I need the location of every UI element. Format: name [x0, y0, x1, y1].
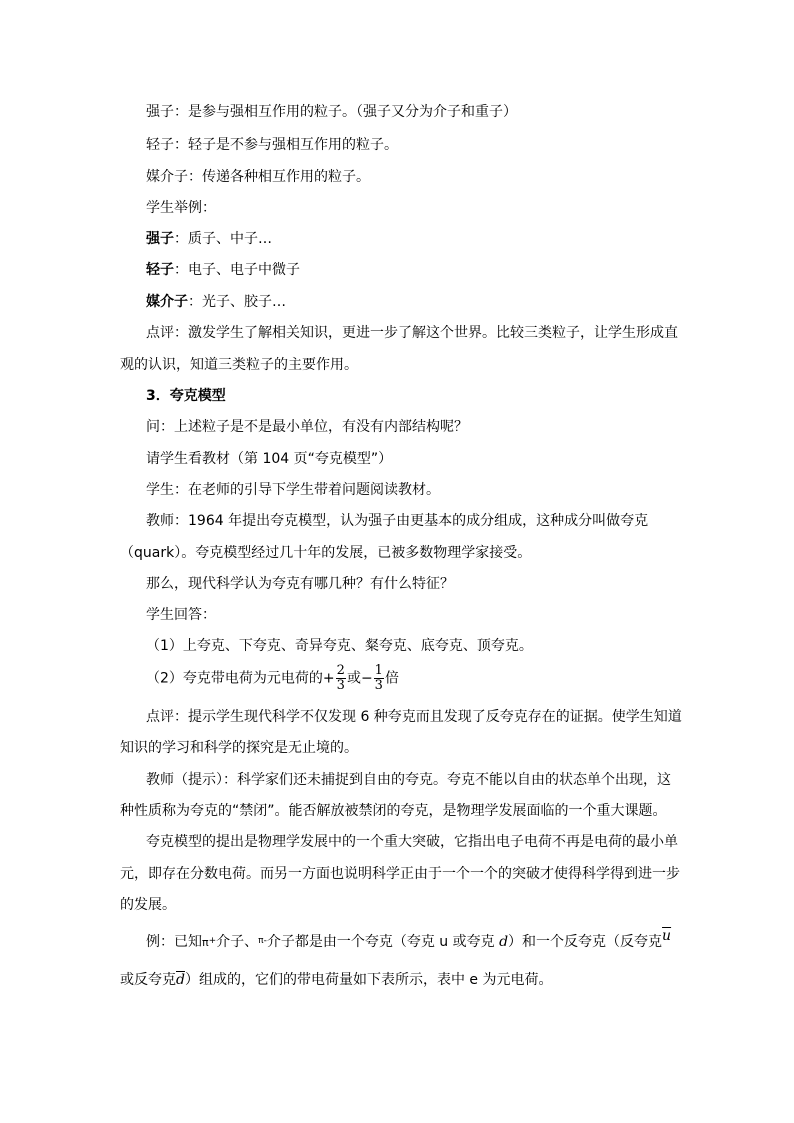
comment-2-line-2: 知识的学习和科学的探究是无止境的。 — [120, 740, 358, 756]
pi-plus-superscript: + — [208, 936, 217, 946]
question-line: 问：上述粒子是不是最小单位，有没有内部结构呢？ — [146, 419, 468, 435]
pi-minus-symbol: π — [258, 936, 264, 946]
fraction-denominator: 3 — [374, 678, 383, 693]
mediator-example — [146, 292, 286, 312]
hadron-definition: 强子：是参与强相互作用的粒子。（强子又分为介子和重子） — [146, 104, 517, 120]
comment-2-line-1: 点评：提示学生现代科学不仅发现 6 种夸克而且发现了反夸克存在的证据。使学生知道 — [146, 709, 682, 725]
comment-1-line-2: 观的认识，知道三类粒子的主要作用。 — [120, 357, 358, 373]
fraction-numerator: 1 — [374, 663, 383, 678]
lepton-example-text: ：电子、电子中微子 — [174, 262, 300, 278]
pi-minus-superscript: - — [263, 936, 267, 946]
example-line-1 — [146, 928, 672, 954]
fraction-numerator: 2 — [336, 663, 345, 678]
lepton-example — [146, 260, 300, 280]
question-quark-types: 那么，现代科学认为夸克有哪几种？有什么特征？ — [146, 576, 454, 592]
hadron-example-text: ：质子、中子… — [174, 231, 272, 247]
mediator-example-text: ：光子、胶子… — [188, 294, 286, 310]
minus-sign: − — [360, 670, 373, 687]
teacher-line-2: （quark）。夸克模型经过几十年的发展，已被多数物理学家接受。 — [120, 545, 532, 561]
times-text: 倍 — [384, 670, 399, 687]
or-text: 或 — [346, 670, 361, 687]
teacher-hint-line-2: 种性质称为夸克的“禁闭”。能否解放被禁闭的夸克，是物理学发展面临的一个重大课题。 — [120, 803, 667, 819]
example-antiquark-text: ）和一个反夸克（反夸克 — [508, 934, 663, 950]
plus-sign: + — [322, 670, 335, 687]
textbook-instruction: 请学生看教材（第 104 页“夸克模型”） — [146, 451, 393, 467]
lepton-definition: 轻子：轻子是不参与强相互作用的粒子。 — [146, 137, 398, 153]
example-suffix: ）组成的，它们的带电荷量如下表所示，表中 e 为元电荷。 — [184, 972, 553, 988]
fraction-one-third — [374, 664, 384, 693]
comment-1-line-1: 点评：激发学生了解相关知识，更进一步了解这个世界。比较三类粒子，让学生形成直 — [146, 325, 678, 341]
example-quark-text: 介子都是由一个夸克（夸克 u 或夸克 — [266, 934, 495, 950]
pi-plus-symbol: π — [202, 936, 209, 949]
example-line-2 — [120, 970, 552, 990]
hadron-example — [146, 229, 272, 249]
fraction-two-thirds — [336, 664, 346, 693]
answer-item-2 — [146, 664, 399, 693]
mediator-definition: 媒介子：传递各种相互作用的粒子。 — [146, 169, 370, 185]
student-examples-heading: 学生举例： — [146, 200, 216, 216]
lepton-example-label: 轻子 — [146, 262, 174, 278]
teacher-hint-line-1: 教师（提示）：科学家们还未捕捉到自由的夸克。夸克不能以自由的状态单个出现，这 — [146, 772, 671, 788]
section-heading-quark-model: 3．夸克模型 — [146, 388, 226, 404]
anti-u-symbol: $\overline{u}$ — [662, 928, 672, 944]
student-reading-line: 学生：在老师的引导下学生带着问题阅读教材。 — [146, 482, 440, 498]
mediator-example-label: 媒介子 — [146, 294, 188, 310]
teacher-line-1: 教师：1964 年提出夸克模型，认为强子由更基本的成分组成，这种成分叫做夸克 — [146, 513, 649, 529]
example-or-antiquark-text: 或反夸克 — [120, 972, 176, 988]
paragraph-line-1: 夸克模型的提出是物理学发展中的一个重大突破，它指出电子电荷不再是电荷的最小单 — [146, 834, 678, 850]
answer-item-2-text: （2）夸克带电荷为元电荷的 — [146, 670, 323, 687]
fraction-denominator: 3 — [336, 678, 345, 693]
answer-item-1: （1）上夸克、下夸克、奇异夸克、粲夸克、底夸克、顶夸克。 — [146, 638, 533, 654]
paragraph-line-3: 的发展。 — [120, 897, 176, 913]
hadron-example-label: 强子 — [146, 231, 174, 247]
anti-d-symbol: $\overline{d}$ — [176, 972, 185, 988]
paragraph-line-2: 元，即存在分数电荷。而另一方面也说明科学正由于一个一个的突破才使得科学得到进一步 — [120, 866, 680, 882]
quark-d-symbol: d — [499, 934, 509, 950]
student-answer-heading: 学生回答： — [146, 607, 216, 623]
example-meson-text: 介子、 — [216, 934, 259, 950]
example-prefix: 例：已知 — [146, 934, 202, 950]
